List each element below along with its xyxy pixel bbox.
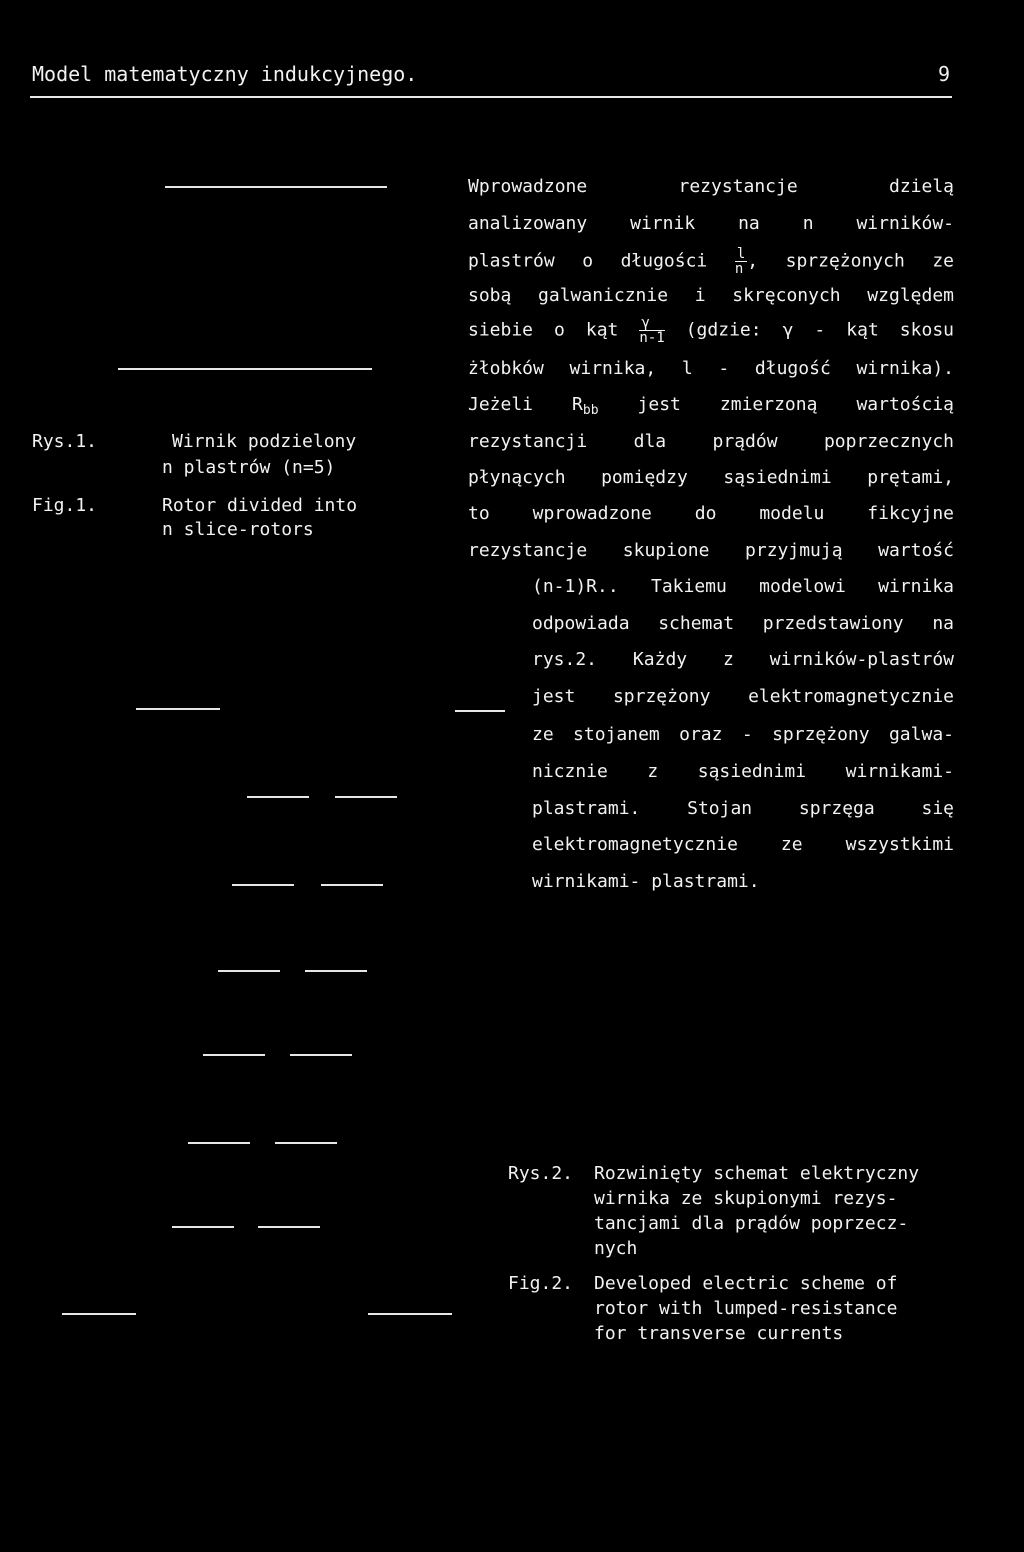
fig2-line: [203, 1054, 265, 1056]
fig2-line: [188, 1142, 250, 1144]
fig2-fig-line2: rotor with lumped-resistance: [594, 1298, 898, 1319]
body-line-4: sobą galwanicznie i skręconych względem: [468, 285, 954, 306]
fig1-rys-line1: Wirnik podzielony: [172, 431, 357, 452]
fig2-rys-line1: Rozwinięty schemat elektryczny: [594, 1163, 920, 1184]
body-line-12: (n-1)R.. Takiemu modelowi wirnika: [532, 576, 954, 597]
body-line-13: odpowiada schemat przedstawiony na: [532, 613, 954, 634]
fig2-line: [455, 710, 505, 712]
fraction-gamma-over-n-1: $\frac{\gamma}{n-1}$: [639, 315, 665, 346]
body-line-2: analizowany wirnik na n wirników-: [468, 213, 954, 234]
running-title: Model matematyczny indukcyjnego.: [32, 62, 418, 86]
fig2-line: [321, 884, 383, 886]
fig2-line: [172, 1226, 234, 1228]
body-line-7: Jeżeli $R_{bb}$ jest zmierzoną wartością: [468, 394, 954, 418]
fig2-line: [275, 1142, 337, 1144]
body-line-18: plastrami. Stojan sprzęga się: [532, 798, 954, 819]
body-line-3: plastrów o długości $\frac{l}{n}$ , sprzężonych ze: [468, 246, 955, 277]
fig2-line: [368, 1313, 452, 1315]
body-line-20: wirnikami- plastrami.: [532, 871, 760, 892]
fig2-line: [335, 796, 397, 798]
body-line-14: rys.2. Każdy z wirników-plastrów: [532, 649, 954, 670]
fig1-fig-line1: Rotor divided into: [162, 495, 358, 516]
body-line-9: płynących pomiędzy sąsiednimi prętami,: [468, 467, 954, 488]
body-line-11: rezystancje skupione przyjmują wartość: [468, 540, 954, 561]
body-line-17: nicznie z sąsiednimi wirnikami-: [532, 761, 954, 782]
body-line-15: jest sprzężony elektromagnetycznie: [532, 686, 954, 707]
body-line-6: żłobków wirnika, l - długość wirnika).: [468, 358, 954, 379]
fraction-l-over-n: $\frac{l}{n}$: [734, 246, 746, 277]
page-number: 9: [938, 62, 951, 86]
fig1-line: [118, 368, 372, 370]
fig2-line: [290, 1054, 352, 1056]
fig1-rys-label: Rys.1.: [32, 431, 98, 452]
fig2-rys-line4: nych: [594, 1238, 638, 1259]
fig2-line: [62, 1313, 136, 1315]
fig2-rys-label: Rys.2.: [508, 1163, 574, 1184]
fig2-line: [218, 970, 280, 972]
fig1-line: [165, 186, 387, 188]
fig2-line: [305, 970, 367, 972]
body-line-8: rezystancji dla prądów poprzecznych: [468, 431, 954, 452]
fig2-rys-line3: tancjami dla prądów poprzecz-: [594, 1213, 909, 1234]
body-line-16: ze stojanem oraz - sprzężony galwa-: [532, 724, 954, 745]
fig2-line: [258, 1226, 320, 1228]
body-line-1: Wprowadzone rezystancje dzielą: [468, 176, 954, 197]
header-rule: [30, 96, 952, 98]
fig2-line: [247, 796, 309, 798]
fig2-fig-label: Fig.2.: [508, 1273, 574, 1294]
fig2-fig-line3: for transverse currents: [594, 1323, 844, 1344]
fig1-fig-line2: n slice-rotors: [162, 519, 314, 540]
fig2-fig-line1: Developed electric scheme of: [594, 1273, 898, 1294]
fig1-fig-label: Fig.1.: [32, 495, 98, 516]
fig2-rys-line2: wirnika ze skupionymi rezys-: [594, 1188, 898, 1209]
fig1-rys-line2: n plastrów (n=5): [162, 457, 336, 478]
fig2-line: [232, 884, 294, 886]
body-line-10: to wprowadzone do modelu fikcyjne: [468, 503, 954, 524]
body-line-19: elektromagnetycznie ze wszystkimi: [532, 834, 954, 855]
body-line-5: siebie o kąt $\frac{\gamma}{n-1}$ (gdzie: γ - kąt skosu: [468, 315, 954, 346]
fig2-line: [136, 708, 220, 710]
